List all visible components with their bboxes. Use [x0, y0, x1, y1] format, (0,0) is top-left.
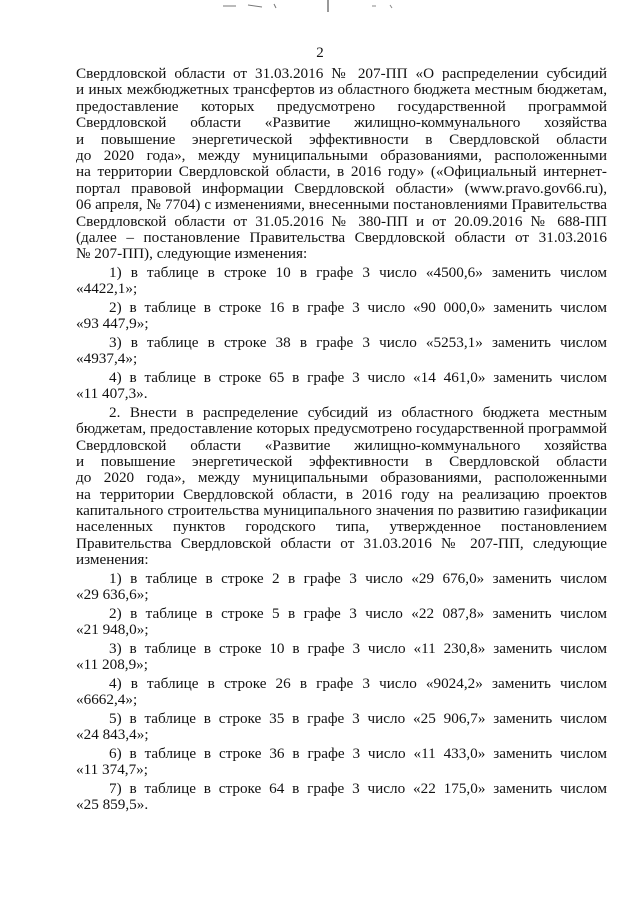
list-item-value: «24 843,4»; [76, 727, 149, 744]
text-line: капитального строительства муниципального значения по развитию газификации [76, 503, 607, 520]
list-item: 6) в таблице в строке 36 в графе 3 число «11 433,0» заменить числом [109, 745, 607, 762]
text-line: и повышение энергетической эффективности в Свердловской области [76, 453, 607, 470]
text-line: Правительства Свердловской области от 31.03.2016 № 207-ПП, следующие [76, 535, 607, 552]
text-line: бюджетам, предоставление которых предусмотрено государственной программой [76, 421, 607, 438]
paragraph-2 [76, 405, 607, 569]
list-item: 3) в таблице в строке 10 в графе 3 число «11 230,8» заменить числом [109, 640, 607, 657]
text-line: и иных межбюджетных трансфертов из областного бюджета местным бюджетам, [76, 82, 607, 99]
list-item-value: «4422,1»; [76, 281, 138, 298]
text-line: Свердловской области от 31.03.2016 № 207-ПП «О распределении субсидий [76, 66, 607, 82]
list-item-value: «21 948,0»; [76, 622, 149, 639]
text-line: (далее – постановление Правительства Свердловской области от 31.03.2016 [76, 229, 607, 246]
text-line: Свердловской области «Развитие жилищно-коммунального хозяйства [76, 115, 607, 132]
text-line: населенных пунктов городского типа, утвержденное постановлением [76, 519, 607, 536]
paragraph-1 [76, 66, 607, 263]
list-item: 4) в таблице в строке 65 в графе 3 число «14 461,0» заменить числом [109, 369, 607, 386]
text-line: и повышение энергетической эффективности в Свердловской области [76, 131, 607, 148]
list-item: 3) в таблице в строке 38 в графе 3 число «5253,1» заменить числом [109, 334, 607, 351]
text-line: до 2020 года», между муниципальными образованиями, расположенными [76, 470, 607, 487]
scan-artifacts [0, 0, 640, 14]
list-item-value: «29 636,6»; [76, 587, 149, 604]
amendment-list-1 [76, 265, 607, 403]
text-line: 06 апреля, № 7704) с изменениями, внесенными постановлениями Правительства [76, 197, 607, 214]
text-line: на территории Свердловской области, в 2016 году на реализацию проектов [76, 486, 607, 503]
list-item: 2) в таблице в строке 16 в графе 3 число «90 000,0» заменить числом [109, 299, 607, 316]
document-body [76, 66, 607, 813]
list-item-value: «4937,4»; [76, 351, 138, 368]
text-line: до 2020 года», между муниципальными образованиями, расположенными [76, 147, 607, 164]
list-item-value: «6662,4»; [76, 692, 138, 709]
list-item-value: «93 447,9»; [76, 316, 149, 333]
list-item: 1) в таблице в строке 2 в графе 3 число «29 676,0» заменить числом [109, 570, 607, 587]
amendment-list-2 [76, 571, 607, 814]
list-item-value: «11 208,9»; [76, 657, 148, 674]
list-item: 7) в таблице в строке 64 в графе 3 число «22 175,0» заменить числом [109, 780, 607, 797]
text-line: 2. Внести в распределение субсидий из областного бюджета местным [109, 404, 607, 421]
text-line: на территории Свердловской области, в 2016 году» («Официальный интернет- [76, 164, 607, 181]
text-line: портал правовой информации Свердловской области» (www.pravo.gov66.ru), [76, 180, 607, 197]
text-line: № 207-ПП), следующие изменения: [76, 246, 308, 263]
list-item: 2) в таблице в строке 5 в графе 3 число «22 087,8» заменить числом [109, 605, 607, 622]
list-item-value: «11 407,3». [76, 386, 148, 403]
list-item-value: «25 859,5». [76, 797, 149, 814]
list-item: 5) в таблице в строке 35 в графе 3 число «25 906,7» заменить числом [109, 710, 607, 727]
text-line: Свердловской области от 31.05.2016 № 380-ПП и от 20.09.2016 № 688-ПП [76, 213, 607, 230]
list-item-value: «11 374,7»; [76, 762, 148, 779]
text-line: Свердловской области «Развитие жилищно-коммунального хозяйства [76, 437, 607, 454]
list-item: 4) в таблице в строке 26 в графе 3 число «9024,2» заменить числом [109, 675, 607, 692]
page-number: 2 [316, 45, 324, 61]
list-item: 1) в таблице в строке 10 в графе 3 число «4500,6» заменить числом [109, 264, 607, 281]
text-line: предоставление которых предусмотрено государственной программой [76, 98, 607, 115]
text-line: изменения: [76, 552, 149, 569]
